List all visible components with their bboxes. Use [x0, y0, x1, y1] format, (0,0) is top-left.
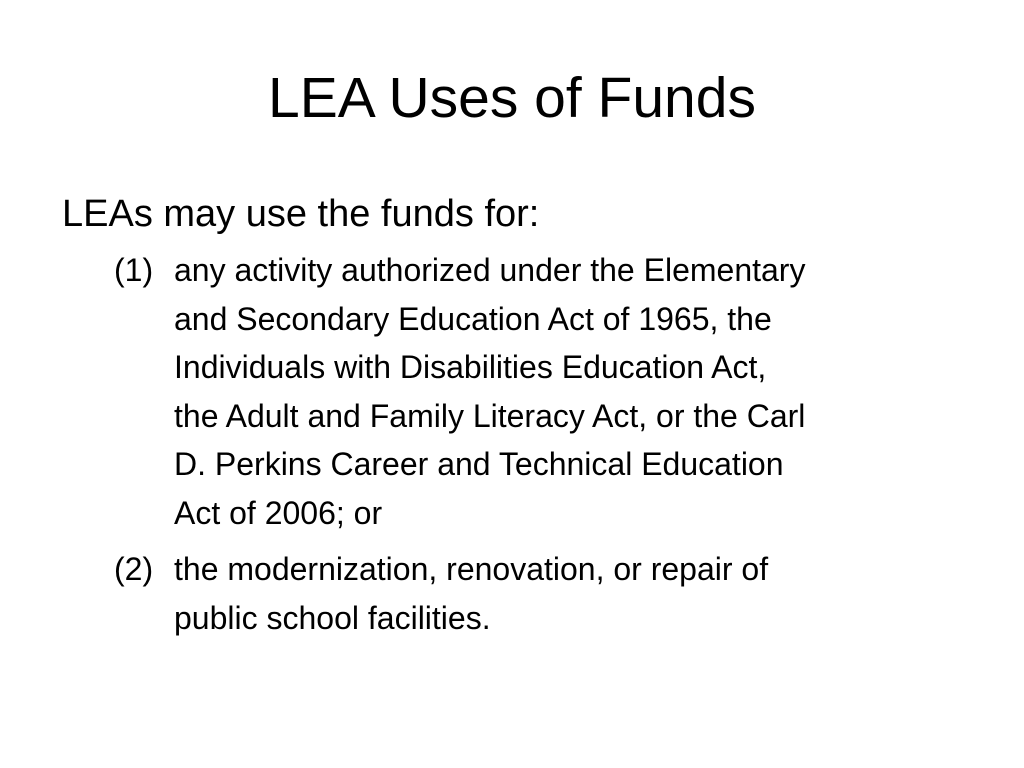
list-item-number: (2) [114, 551, 154, 587]
text-line: public school facilities. [174, 599, 491, 636]
numbered-list [114, 246, 982, 642]
text-line: Act of 2006; or [174, 494, 383, 531]
text-line: and Secondary Education Act of 1965, the [174, 300, 772, 337]
list-item [114, 246, 982, 537]
text-line: Individuals with Disabilities Education Act, [174, 349, 767, 385]
list-item-number: (1) [114, 252, 154, 288]
list-item-text [174, 246, 982, 537]
slide-title: LEA Uses of Funds [268, 66, 756, 130]
lead-text: LEAs may use the funds for: [62, 193, 540, 235]
text-line: D. Perkins Career and Technical Education [174, 446, 784, 482]
text-line: the modernization, renovation, or repair of [174, 551, 769, 587]
list-item [114, 545, 982, 642]
list-item-text [174, 545, 982, 642]
slide-body [62, 188, 982, 650]
text-line: any activity authorized under the Elementary [174, 252, 806, 288]
text-line: the Adult and Family Literacy Act, or the Carl [174, 397, 806, 434]
